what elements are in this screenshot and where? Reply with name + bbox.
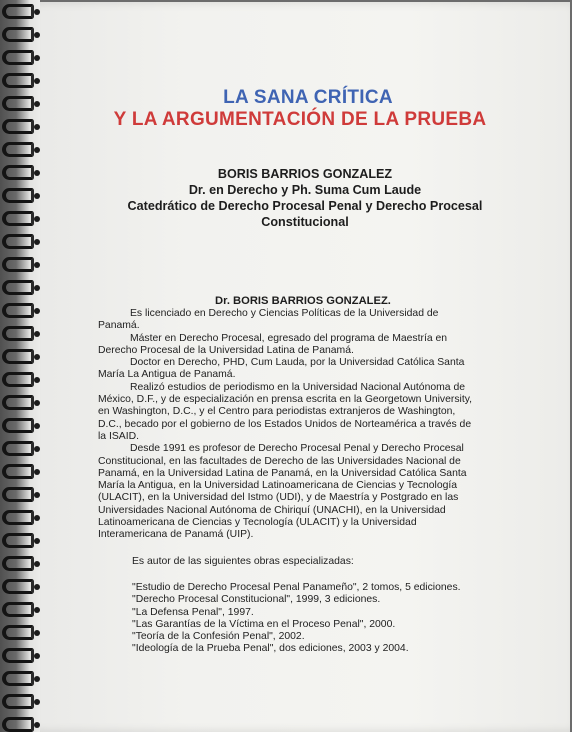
binding-ring bbox=[2, 648, 34, 663]
binding-ring bbox=[2, 418, 34, 433]
works-list-item: "Ideología de la Prueba Penal", dos ediciones, 2003 y 2004. bbox=[132, 643, 409, 655]
author-name: BORIS BARRIOS GONZALEZ bbox=[217, 167, 393, 181]
binding-ring bbox=[2, 280, 34, 295]
bio-paragraph: Desde 1991 es profesor de Derecho Procesal Penal y Derecho Procesal Constitucional, en las facultades de Derecho de las Universidades Nacional de Panamá, en la Universidad Latina de Panamá, en la Universidad Católica Santa María la Antigua, en la Universidad Latinoamericana de Ciencias y Tecnología (ULACIT), en la Universidad del Istmo (UDI), y de Maestría y Postgrado en las Universidades Nacional Autónoma de Chiriquí (UNACHI), en la Universidad Latinoamericana de Ciencias y Tecnología (ULACIT) y la Universidad Interamericana de Panamá (UIP). bbox=[98, 443, 467, 541]
bio-heading: Dr. BORIS BARRIOS GONZALEZ. bbox=[215, 295, 391, 307]
title-line-2: Y LA ARGUMENTACIÓN DE LA PRUEBA bbox=[113, 109, 487, 130]
binding-ring bbox=[2, 303, 34, 318]
binding-ring bbox=[2, 441, 34, 456]
binding-ring bbox=[2, 211, 34, 226]
binding-ring bbox=[2, 234, 34, 249]
binding-ring bbox=[2, 73, 34, 88]
binding-ring bbox=[2, 142, 34, 157]
binding-ring bbox=[2, 372, 34, 387]
binding-ring bbox=[2, 257, 34, 272]
works-intro: Es autor de las siguientes obras especializadas: bbox=[132, 555, 354, 567]
works-list-item: "La Defensa Penal", 1997. bbox=[132, 606, 254, 618]
works-list bbox=[98, 582, 478, 656]
works-list-item: "Estudio de Derecho Procesal Penal Panameño", 2 tomos, 5 ediciones. bbox=[132, 581, 461, 593]
binding-ring bbox=[2, 717, 34, 732]
binding-ring bbox=[2, 510, 34, 525]
bio-paragraph: Máster en Derecho Procesal, egresado del programa de Maestría en Derecho Procesal de la Universidad Latina de Panamá. bbox=[98, 332, 448, 356]
binding-ring bbox=[2, 671, 34, 686]
author-position-line-1: Catedrático de Derecho Procesal Penal y Derecho Procesal bbox=[127, 199, 483, 213]
binding-ring bbox=[2, 464, 34, 479]
author-position-line-2: Constitucional bbox=[261, 215, 349, 229]
works-list-item: "Derecho Procesal Constitucional", 1999, 3 ediciones. bbox=[132, 594, 381, 606]
binding-ring bbox=[2, 326, 34, 341]
binding-ring bbox=[2, 119, 34, 134]
author-degree: Dr. en Derecho y Ph. Suma Cum Laude bbox=[188, 183, 422, 197]
bio-body bbox=[98, 308, 478, 656]
binding-ring bbox=[2, 602, 34, 617]
binding-ring bbox=[2, 96, 34, 111]
binding-ring bbox=[2, 533, 34, 548]
author-block bbox=[95, 166, 515, 230]
binding-ring bbox=[2, 27, 34, 42]
binding-ring bbox=[2, 556, 34, 571]
bio-paragraph: Es licenciado en Derecho y Ciencias Políticas de la Universidad de Panamá. bbox=[98, 308, 439, 332]
spiral-binding bbox=[0, 0, 40, 732]
binding-ring bbox=[2, 395, 34, 410]
binding-ring bbox=[2, 579, 34, 594]
binding-ring bbox=[2, 487, 34, 502]
binding-ring bbox=[2, 625, 34, 640]
binding-ring bbox=[2, 349, 34, 364]
works-list-item: "Las Garantías de la Víctima en el Proceso Penal", 2000. bbox=[132, 618, 396, 630]
binding-ring bbox=[2, 165, 34, 180]
title-line-1: LA SANA CRÍTICA bbox=[223, 87, 393, 108]
works-list-item: "Teoría de la Confesión Penal", 2002. bbox=[132, 631, 305, 643]
binding-ring bbox=[2, 188, 34, 203]
bio-paragraph: Realizó estudios de periodismo en la Universidad Nacional Autónoma de México, D.F., y de especialización en prensa escrita en la Georgetown University, en Washington, D.C., y el Centro para periodistas extranjeros de Washington, D.C., becado por el gobierno de los Estados Unidos de Norteamérica a través de la ISAID. bbox=[98, 381, 473, 442]
binding-ring bbox=[2, 4, 34, 19]
bio-paragraph: Doctor en Derecho, PHD, Cum Lauda, por la Universidad Católica Santa María La Antigua de Panamá. bbox=[98, 357, 465, 381]
binding-ring bbox=[2, 694, 34, 709]
binding-ring bbox=[2, 50, 34, 65]
